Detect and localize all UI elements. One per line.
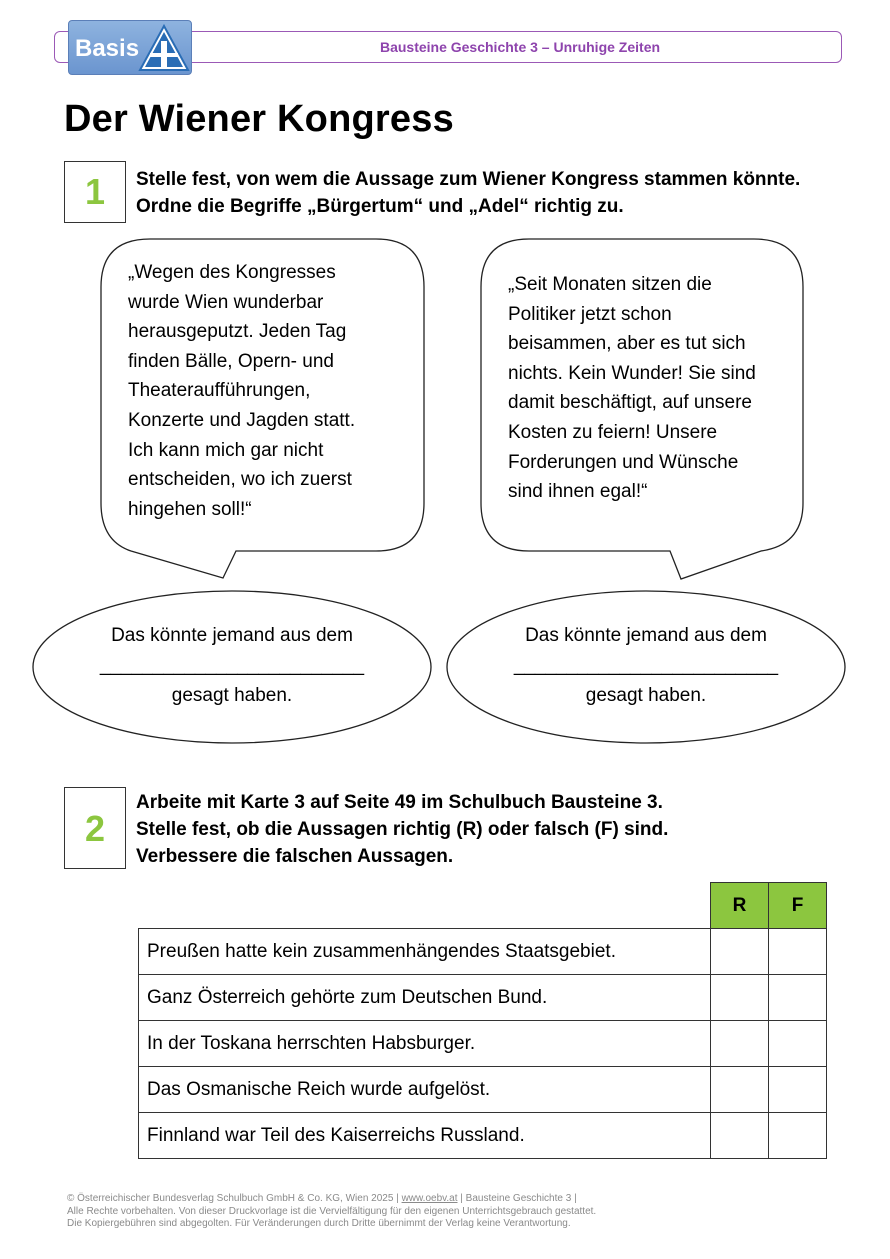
checkbox-f[interactable] xyxy=(769,1067,827,1113)
answer-prompt: Das könnte jemand aus dem xyxy=(525,625,767,646)
task-number-1: 1 xyxy=(64,161,126,223)
quote-line: „Wegen des Kongresses xyxy=(128,262,336,283)
quote-line: „Seit Monaten sitzen die xyxy=(508,274,712,295)
answer-suffix: gesagt haben. xyxy=(171,685,293,706)
quote-line: entscheiden, wo ich zuerst xyxy=(128,469,352,491)
quote-line: damit beschäftigt, auf unsere xyxy=(508,392,752,414)
quote-line: Forderungen und Wünsche xyxy=(508,451,739,473)
checkbox-r[interactable] xyxy=(711,1021,769,1067)
table-row xyxy=(139,1021,827,1067)
task-1-instruction-line: Stelle fest, von wem die Aussage zum Wiener Kongress stammen könnte. xyxy=(136,169,801,190)
quote-line: Ich kann mich gar nicht xyxy=(128,439,324,461)
answer-prompt: Das könnte jemand aus dem xyxy=(111,625,353,646)
quote-line: herausgeputzt. Jeden Tag xyxy=(128,321,347,343)
footer-line-3: Die Kopiergebühren sind abgegolten. Für Veränderungen durch Dritte übernimmt der Verlag keine Verantwortung. xyxy=(67,1218,571,1229)
quote-line: finden Bälle, Opern- und xyxy=(128,350,334,372)
series-title: Bausteine Geschichte 3 – Unruhige Zeiten xyxy=(379,39,661,55)
checkbox-r[interactable] xyxy=(711,1113,769,1159)
quote-line: hingehen soll!“ xyxy=(128,498,252,520)
page-title: Der Wiener Kongress xyxy=(64,98,454,140)
column-header-r: R xyxy=(711,883,769,929)
quote-line: wurde Wien wunderbar xyxy=(128,291,324,313)
task-2-instruction-line: Stelle fest, ob die Aussagen richtig (R) oder falsch (F) sind. xyxy=(136,819,669,840)
footer-line-1 xyxy=(67,1193,596,1206)
statement-cell: Das Osmanische Reich wurde aufgelöst. xyxy=(139,1067,711,1113)
answer-suffix: gesagt haben. xyxy=(585,685,707,706)
answer-right xyxy=(476,625,816,715)
task-2-instruction-line: Arbeite mit Karte 3 auf Seite 49 im Schulbuch Bausteine 3. xyxy=(136,792,663,813)
answer-blank[interactable]: _________________________ xyxy=(99,655,365,676)
statement-cell: In der Toskana herrschten Habsburger. xyxy=(139,1021,711,1067)
footer-copyright: © Österreichischer Bundesverlag Schulbuch GmbH & Co. KG, Wien 2025 | xyxy=(67,1193,402,1204)
checkbox-f[interactable] xyxy=(769,1021,827,1067)
answer-left xyxy=(62,625,402,715)
quote-line: Theateraufführungen, xyxy=(128,380,311,402)
table-row xyxy=(139,929,827,975)
checkbox-r[interactable] xyxy=(711,1067,769,1113)
checkbox-r[interactable] xyxy=(711,929,769,975)
table-row xyxy=(139,975,827,1021)
publisher-link[interactable]: www.oebv.at xyxy=(401,1193,458,1204)
table-row xyxy=(139,1113,827,1159)
task-2-instruction xyxy=(136,789,668,870)
statement-cell: Preußen hatte kein zusammenhängendes Staatsgebiet. xyxy=(139,929,711,975)
quote-line: beisammen, aber es tut sich xyxy=(508,333,746,355)
task-2-instruction-line: Verbessere die falschen Aussagen. xyxy=(136,846,454,867)
checkbox-f[interactable] xyxy=(769,1113,827,1159)
column-header-f: F xyxy=(769,883,827,929)
quote-line: nichts. Kein Wunder! Sie sind xyxy=(508,362,756,384)
quote-line: sind ihnen egal!“ xyxy=(508,481,648,503)
task-number-2: 2 xyxy=(64,787,126,869)
quote-line: Konzerte und Jagden statt. xyxy=(128,409,356,431)
checkbox-f[interactable] xyxy=(769,929,827,975)
quote-left xyxy=(128,258,355,524)
quote-right xyxy=(508,270,756,507)
checkbox-r[interactable] xyxy=(711,975,769,1021)
logo-text: Basis xyxy=(75,35,140,62)
quote-line: Politiker jetzt schon xyxy=(508,303,672,325)
statement-cell: Ganz Österreich gehörte zum Deutschen Bund. xyxy=(139,975,711,1021)
table-header-row xyxy=(139,883,827,929)
statement-cell: Finnland war Teil des Kaiserreichs Russland. xyxy=(139,1113,711,1159)
table-row xyxy=(139,1067,827,1113)
footer-line-2: Alle Rechte vorbehalten. Von dieser Druckvorlage ist die Vervielfältigung für den eigenen Unterrichtsgebrauch gestattet. xyxy=(67,1205,597,1217)
footer-book: | Bausteine Geschichte 3 | xyxy=(457,1193,577,1204)
quote-line: Kosten zu feiern! Unsere xyxy=(508,421,718,443)
task-1-instruction-line: Ordne die Begriffe „Bürgertum“ und „Adel“ richtig zu. xyxy=(136,196,624,217)
table-header-empty xyxy=(139,883,711,929)
footer xyxy=(67,1193,596,1231)
true-false-table xyxy=(138,882,827,1159)
checkbox-f[interactable] xyxy=(769,975,827,1021)
answer-blank[interactable]: _________________________ xyxy=(513,655,779,676)
